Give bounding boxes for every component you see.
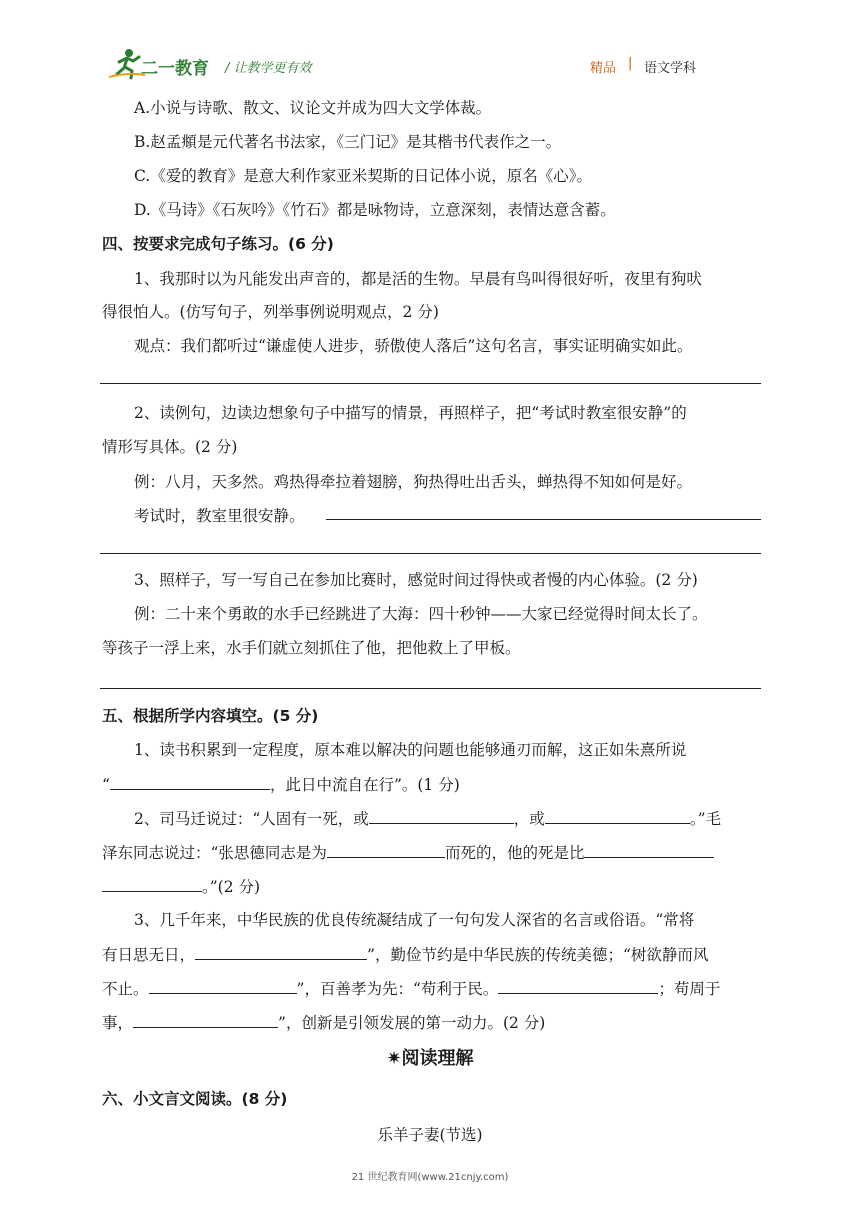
fill-blank[interactable] <box>545 808 690 824</box>
section6-title: 六、小文言文阅读。(8 分) <box>102 1090 288 1108</box>
s5-q3-text-g: ”，创新是引领发展的第一动力。(2 分) <box>278 1014 546 1032</box>
reading-heading: ✷阅读理解 <box>386 1048 474 1069</box>
s5-q2-text-c: 。”毛 <box>689 810 721 828</box>
option-b: B.赵孟頫是元代著名书法家，《三门记》是其楷书代表作之一。 <box>134 133 562 151</box>
s4-q2-prompt: 考试时，教室里很安静。 <box>134 507 305 525</box>
s4-q2-example: 例：八月，天多然。鸡热得牵拉着翅膀，狗热得吐出舌头，蝉热得不知如何是好。 <box>134 473 693 491</box>
s5-q3-text-e: ；苟周于 <box>658 980 721 998</box>
s5-q3-line1: 3、几千年来，中华民族的优良传统凝结成了一句句发人深省的名言或俗语。“常将 <box>134 911 695 929</box>
s5-q2-line1 <box>134 808 721 829</box>
fill-blank[interactable] <box>133 1012 278 1028</box>
s5-q3-text-f: 事， <box>102 1014 134 1032</box>
s5-q3-line4 <box>102 1012 545 1033</box>
section5-title: 五、根据所学内容填空。(5 分) <box>102 707 319 725</box>
s5-q1-tail: ，此日中流自在行”。(1 分) <box>269 776 460 794</box>
option-c: C.《爱的教育》是意大利作家亚米契斯的日记体小说，原名《心》。 <box>134 167 592 185</box>
s5-q2-line2 <box>102 842 714 863</box>
header-separator: | <box>628 56 633 71</box>
fill-blank[interactable] <box>498 978 658 994</box>
s5-q3-text-c: 不止。 <box>102 980 149 998</box>
option-d: D.《马诗》《石灰吟》《竹石》都是咏物诗，立意深刻，表情达意含蓄。 <box>134 201 616 219</box>
fill-blank[interactable] <box>149 978 297 994</box>
s4-q3-example: 例：二十来个勇敢的水手已经跳进了大海：四十秒钟——大家已经觉得时间太长了。 <box>134 605 708 623</box>
s5-q2-line3 <box>102 876 260 897</box>
answer-line[interactable] <box>100 688 761 689</box>
s5-q3-text-d: ”，百善孝为先：“苟利于民。 <box>296 980 499 998</box>
passage-title: 乐羊子妻(节选) <box>377 1126 483 1144</box>
s4-q3-line3: 等孩子一浮上来，水手们就立刻抓住了他，把他救上了甲板。 <box>102 639 521 657</box>
s4-q1-line2: 得很怕人。(仿写句子，列举事例说明观点，2 分) <box>102 303 439 321</box>
s5-q1-line1: 1、读书积累到一定程度，原本难以解决的问题也能够通刃而解，这正如朱熹所说 <box>134 741 687 759</box>
open-quote: “ <box>102 776 110 794</box>
s4-q1-viewpoint: 观点：我们都听过“谦虚使人进步，骄傲使人落后”这句名言，事实证明确实如此。 <box>134 337 693 355</box>
fill-blank[interactable] <box>584 842 714 858</box>
s4-q2-line1: 2、读例句，边读边想象句子中描写的情景，再照样子，把“考试时教室很安静”的 <box>134 404 687 422</box>
section4-title: 四、按要求完成句子练习。(6 分) <box>102 235 334 253</box>
s5-q3-line2 <box>102 944 708 965</box>
s5-q3-text-a: 有日思无日， <box>102 946 196 964</box>
s5-q2-text-b: ，或 <box>513 810 545 828</box>
header-tag-quality: 精品 <box>590 61 617 76</box>
s5-q3-text-b: ”，勤俭节约是中华民族的传统美德；“树欲静而风 <box>367 946 709 964</box>
answer-line[interactable] <box>100 383 761 384</box>
header-tag-subject: 语文学科 <box>644 61 697 76</box>
s5-q2-text-e: 而死的，他的死是比 <box>444 844 585 862</box>
brand-slogan: / 让教学更有效 <box>225 61 312 76</box>
answer-line[interactable] <box>100 553 761 554</box>
fill-blank[interactable] <box>110 774 270 790</box>
page-footer: 21 世纪教育网(www.21cnjy.com) <box>351 1172 509 1183</box>
option-a: A.小说与诗歌、散文、议论文并成为四大文学体裁。 <box>134 99 492 117</box>
s5-q3-line3 <box>102 978 720 999</box>
s4-q3-line1: 3、照样子，写一写自己在参加比赛时，感觉时间过得快或者慢的内心体验。(2 分) <box>134 571 698 589</box>
brand-name: 二一教育 <box>141 59 209 79</box>
s4-q2-line2: 情形写具体。(2 分) <box>102 438 238 456</box>
s5-q2-text-d: 泽东同志说过：“张思德同志是为 <box>102 844 327 862</box>
fill-blank[interactable] <box>102 876 202 892</box>
s5-q2-text-a: 2、司马迁说过：“人固有一死，或 <box>134 810 369 828</box>
brand-logo <box>107 48 347 82</box>
fill-blank[interactable] <box>195 944 367 960</box>
answer-line[interactable] <box>326 519 761 520</box>
s5-q2-text-f: 。”(2 分) <box>202 878 261 896</box>
fill-blank[interactable] <box>327 842 445 858</box>
s4-q1-line1: 1、我那时以为凡能发出声音的，都是活的生物。早晨有鸟叫得很好听，夜里有狗吠 <box>134 270 702 288</box>
s5-q1-line2 <box>102 774 460 795</box>
fill-blank[interactable] <box>369 808 514 824</box>
